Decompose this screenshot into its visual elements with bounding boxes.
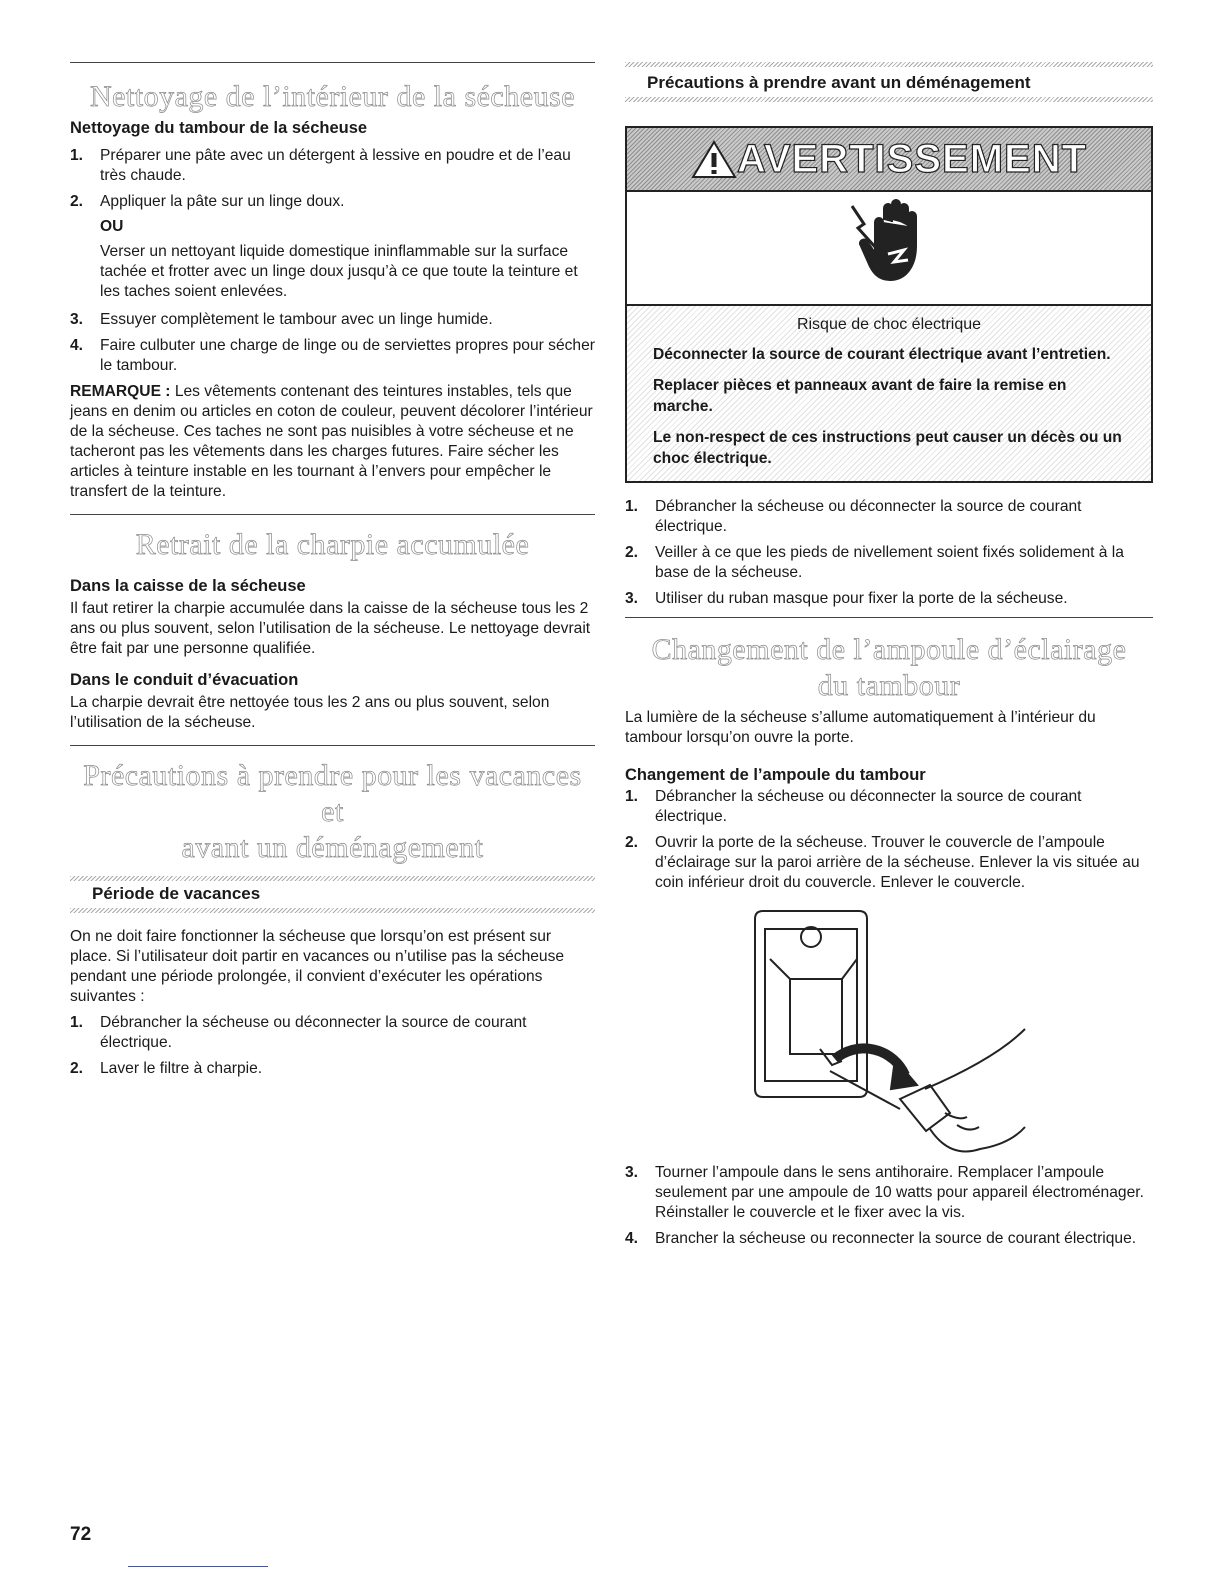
list-item: 4. Brancher la sécheuse ou reconnecter la source de courant électrique. bbox=[625, 1230, 1137, 1247]
warning-header bbox=[627, 128, 1151, 190]
exhaust-paragraph: La charpie devrait être nettoyée tous les 2 ans ou plus souvent, selon l’utilisation de la sécheuse. bbox=[70, 694, 550, 731]
vacation-paragraph: On ne doit faire fonctionner la sécheuse que lorsqu’on est présent sur place. Si l’utilisateur doit partir en vacances ou n’utilise pas la sécheuse pendant une période prolongée, il convient d’exécuter les opérations suivantes : bbox=[70, 928, 565, 1005]
list-item: 3. Utiliser du ruban masque pour fixer la porte de la sécheuse. bbox=[625, 590, 1068, 607]
warning-line: Replacer pièces et panneaux avant de faire la remise en marche. bbox=[653, 377, 1067, 415]
shock-symbol-area bbox=[627, 190, 1151, 304]
vacation-steps bbox=[70, 1013, 595, 1079]
right-column bbox=[625, 0, 1153, 1255]
cleaning-steps bbox=[70, 146, 595, 212]
list-item: 2. Appliquer la pâte sur un linge doux. bbox=[70, 193, 345, 210]
section-title-vacation: Précautions à prendre pour les vacances et bbox=[83, 759, 582, 828]
warning-triangle-icon bbox=[691, 139, 737, 179]
divider bbox=[625, 617, 1153, 618]
bulb-steps bbox=[625, 787, 1153, 893]
bulb-steps-continued bbox=[625, 1163, 1153, 1249]
divider bbox=[70, 745, 595, 746]
section-title-bulb-line2: du tambour bbox=[817, 669, 961, 702]
note-paragraph: REMARQUE : Les vêtements contenant des teintures instables, tels que jeans en denim ou articles en coton de couleur, peuvent décolorer l’intérieur de la sécheuse. Ces taches ne sont pas nuisibles à votre sécheuse et ne tacheront pas les vêtements dans les charges futures. Faire sécher les articles à teinture instable en les tournant à l’envers pour empêcher le transfert de la teinture. bbox=[70, 383, 593, 500]
warning-line: Le non-respect de ces instructions peut causer un décès ou un choc électrique. bbox=[653, 429, 1122, 467]
cabinet-paragraph: Il faut retirer la charpie accumulée dans la caisse de la sécheuse tous les 2 ans ou plus souvent, selon l’utilisation de la sécheuse. Le nettoyage devrait être fait par une personne qualifiée. bbox=[70, 600, 591, 657]
bulb-cover-screwdriver-illustration bbox=[625, 899, 1153, 1159]
section-title-bulb: Changement de l’ampoule d’éclairage bbox=[651, 633, 1127, 666]
warning-line: Déconnecter la source de courant électrique avant l’entretien. bbox=[653, 346, 1111, 363]
list-item: 2. Veiller à ce que les pieds de nivellement soient fixés solidement à la base de la sécheuse. bbox=[625, 544, 1124, 581]
list-item: 2. Ouvrir la porte de la sécheuse. Trouver le couvercle de l’ampoule d’éclairage sur la paroi arrière de la sécheuse. Enlever la vis située au coin inférieur droit du couvercle. Enlever le couvercle. bbox=[625, 834, 1140, 891]
page-number: 72 bbox=[70, 1524, 92, 1545]
stripe-band bbox=[625, 62, 1153, 67]
subheading-vacation: Période de vacances bbox=[92, 884, 261, 903]
subheading-exhaust: Dans le conduit d’évacuation bbox=[70, 671, 299, 689]
subheading-bulb-change: Changement de l’ampoule du tambour bbox=[625, 766, 926, 784]
list-item: 1. Débrancher la sécheuse ou déconnecter la source de courant électrique. bbox=[625, 788, 1082, 825]
bulb-intro-paragraph: La lumière de la sécheuse s’allume automatiquement à l’intérieur du tambour lorsqu’on ouvre la porte. bbox=[625, 709, 1096, 746]
warning-title: AVERTISSEMENT bbox=[736, 136, 1088, 181]
list-item: 1. Débrancher la sécheuse ou déconnecter la source de courant électrique. bbox=[70, 1014, 527, 1051]
stripe-band bbox=[625, 97, 1153, 102]
list-item: 1. Préparer une pâte avec un détergent à lessive en poudre et de l’eau très chaude. bbox=[70, 147, 571, 184]
cleaning-steps-continued bbox=[70, 310, 595, 376]
divider bbox=[70, 514, 595, 515]
hazard-label: Risque de choc électrique bbox=[796, 316, 982, 333]
left-column bbox=[70, 0, 595, 1085]
moving-steps bbox=[625, 497, 1153, 609]
electric-shock-hand-icon bbox=[844, 198, 934, 298]
stripe-band bbox=[70, 876, 595, 881]
list-item: 3. Tourner l’ampoule dans le sens antihoraire. Remplacer l’ampoule seulement par une ampoule de 10 watts pour appareil électroménager. Réinstaller le couvercle et le fixer avec la vis. bbox=[625, 1164, 1144, 1221]
subheading-cabinet: Dans la caisse de la sécheuse bbox=[70, 577, 306, 595]
subheading-drum-cleaning: Nettoyage du tambour de la sécheuse bbox=[70, 119, 368, 137]
warning-text-area bbox=[627, 304, 1151, 481]
footer-link-line bbox=[128, 1566, 268, 1567]
list-item: 3. Essuyer complètement le tambour avec un linge humide. bbox=[70, 311, 493, 328]
stripe-band bbox=[70, 908, 595, 913]
divider bbox=[70, 62, 595, 63]
bulb-cover-illustration bbox=[625, 899, 1153, 1159]
section-title-vacation-line2: avant un déménagement bbox=[181, 831, 484, 864]
or-label: OU bbox=[100, 218, 124, 235]
section-title-cleaning: Nettoyage de l’intérieur de la sécheuse bbox=[89, 80, 576, 113]
list-item: 2. Laver le filtre à charpie. bbox=[70, 1060, 263, 1077]
subheading-moving: Précautions à prendre avant un déménagement bbox=[647, 73, 1031, 92]
list-item: 1. Débrancher la sécheuse ou déconnecter la source de courant électrique. bbox=[625, 498, 1082, 535]
list-item: 4. Faire culbuter une charge de linge ou de serviettes propres pour sécher le tambour. bbox=[70, 337, 595, 374]
alternative-step: Verser un nettoyant liquide domestique ininflammable sur la surface tachée et frotter avec un linge doux jusqu’à ce que toute la teinture et les taches soient enlevées. bbox=[100, 243, 578, 300]
warning-box bbox=[625, 126, 1153, 483]
section-title-lint: Retrait de la charpie accumulée bbox=[135, 528, 530, 561]
